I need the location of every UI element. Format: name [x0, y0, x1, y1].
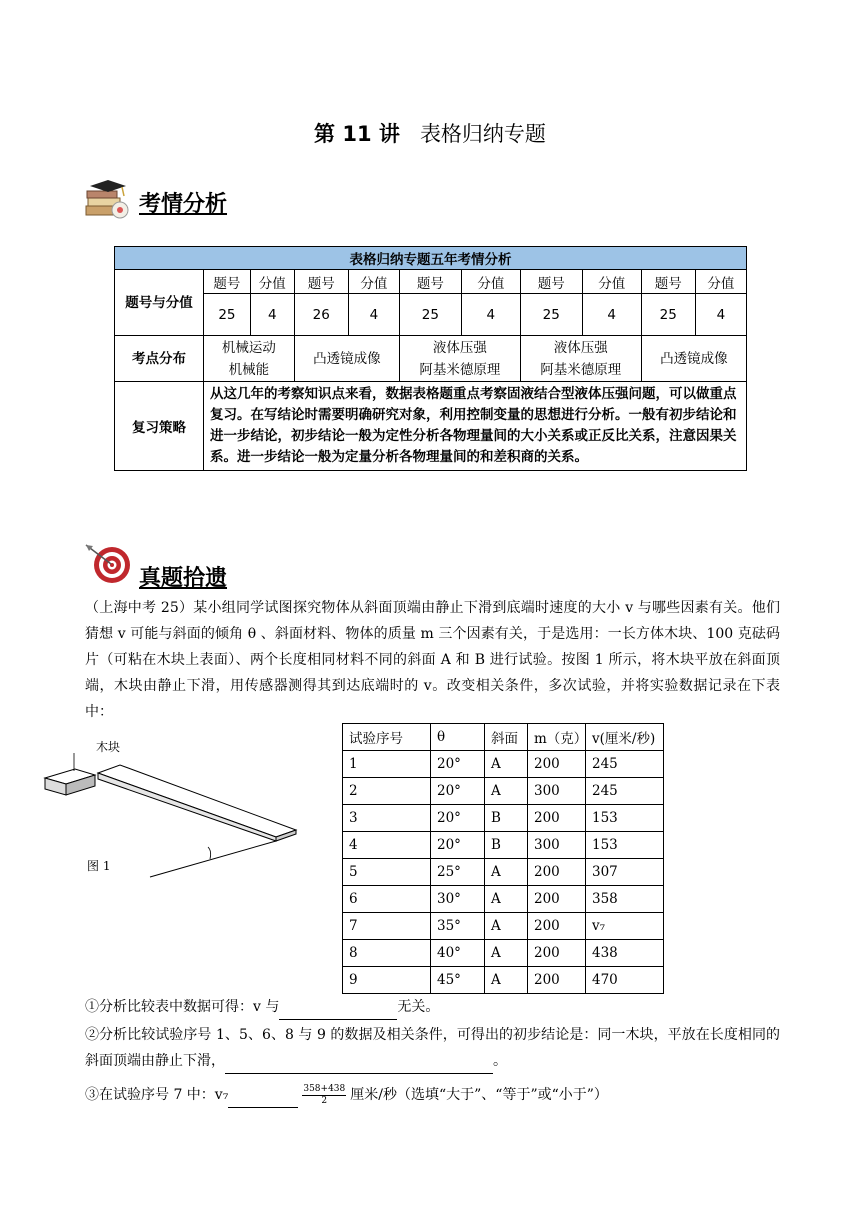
value-cell: 25 [641, 294, 695, 336]
table-caption: 表格归纳专题五年考情分析 [115, 247, 747, 270]
topic-cell: 液体压强 阿基米德原理 [520, 336, 641, 382]
sub-header: 分值 [348, 270, 399, 294]
column-header: θ [431, 724, 485, 751]
table-row: 6 30° A 200 358 [343, 886, 664, 913]
value-cell: 4 [695, 294, 746, 336]
value-cell: 4 [582, 294, 641, 336]
value-cell: 4 [348, 294, 399, 336]
page-title [0, 118, 860, 148]
sub-header: 题号 [399, 270, 461, 294]
table-row: 1 20° A 200 245 [343, 751, 664, 778]
sub-header: 题号 [641, 270, 695, 294]
figure-caption: 图 1 [87, 859, 111, 873]
topic-cell: 凸透镜成像 [294, 336, 399, 382]
incline-figure [40, 735, 330, 885]
value-cell: 4 [461, 294, 520, 336]
strategy-cell: 从这几年的考察知识点来看，数据表格题重点考察固液结合型液体压强问题，可以做重点复习。在写结论时需要明确研究对象，利用控制变量的思想进行分析。一般有初步结论和进一步结论，初步结论一般为定性分析各物理量间的大小关系或正反比关系，注意因果关系。进一步结论一般为定量分析各物理量间的和差积商的关系。 [204, 382, 747, 471]
section-heading-past-exams: 真题拾遗 [139, 566, 228, 591]
value-cell: 25 [399, 294, 461, 336]
fraction: $\frac{358+438}{2}$ [303, 1083, 346, 1106]
sub-header: 题号 [520, 270, 582, 294]
lecture-topic: 表格归纳专题 [419, 122, 546, 146]
row-label-strategy: 复习策略 [115, 382, 204, 471]
answer-blank-3[interactable] [228, 1107, 298, 1108]
value-cell: 4 [250, 294, 294, 336]
value-cell: 25 [204, 294, 251, 336]
table-row: 2 20° A 300 245 [343, 778, 664, 805]
exam-analysis-table [114, 246, 747, 471]
topic-cell: 凸透镜成像 [641, 336, 746, 382]
sub-header: 分值 [582, 270, 641, 294]
question-1: ①分析比较表中数据可得：v 与 无关。 [85, 994, 780, 1020]
block-label: 木块 [96, 740, 121, 754]
column-header: 试验序号 [343, 724, 431, 751]
question-2: ②分析比较试验序号 1、5、6、8 与 9 的数据及相关条件，可得出的初步结论是：同一木块，平放在长度相同的斜面顶端由静止下滑， 。 [85, 1022, 780, 1074]
column-header: 斜面 [485, 724, 528, 751]
table-row: 9 45° A 200 470 [343, 967, 664, 994]
books-icon [82, 176, 134, 222]
answer-blank-1[interactable] [279, 1019, 397, 1020]
row-label-number-score: 题号与分值 [115, 270, 204, 336]
table-row: 3 20° B 200 153 [343, 805, 664, 832]
topic-cell: 液体压强 阿基米德原理 [399, 336, 520, 382]
experiment-data-table [342, 723, 664, 994]
sub-header: 分值 [250, 270, 294, 294]
topic-cell: 机械运动 机械能 [204, 336, 295, 382]
sub-header: 分值 [695, 270, 746, 294]
row-label-topics: 考点分布 [115, 336, 204, 382]
table-row: 5 25° A 200 307 [343, 859, 664, 886]
value-cell: 25 [520, 294, 582, 336]
answer-blank-2[interactable] [225, 1073, 493, 1074]
lecture-number: 第 11 讲 [314, 122, 400, 146]
table-row: 7 35° A 200 v₇ [343, 913, 664, 940]
section-heading-analysis: 考情分析 [139, 192, 228, 217]
value-cell: 26 [294, 294, 348, 336]
table-row: 4 20° B 300 153 [343, 832, 664, 859]
problem-intro: （上海中考 25）某小组同学试图探究物体从斜面顶端由静止下滑到底端时速度的大小 v 与哪些因素有关。他们猜想 v 可能与斜面的倾角 θ 、斜面材料、物体的质量 m 三个因素有关，于是选用：一长方体木块、100 克砝码片（可粘在木块上表面）、两个长度相同材料不同的斜面 A 和 B 进行试验。按图 1 所示，将木块平放在斜面顶端，木块由静止下滑，用传感器测得其到达底端时的 v。改变相关条件，多次试验，并将实验数据记录在下表中： [85, 600, 780, 720]
sub-header: 题号 [204, 270, 251, 294]
table-row: 8 40° A 200 438 [343, 940, 664, 967]
target-icon [84, 541, 134, 585]
column-header: m（克） [528, 724, 586, 751]
sub-header: 分值 [461, 270, 520, 294]
question-3: ③在试验序号 7 中：v₇ $\frac{358+438}{2}$ 厘米/秒（选填“大于”、“等于”或“小于”） [85, 1082, 780, 1108]
sub-header: 题号 [294, 270, 348, 294]
column-header: v(厘米/秒) [586, 724, 664, 751]
table-header-row [343, 724, 664, 751]
